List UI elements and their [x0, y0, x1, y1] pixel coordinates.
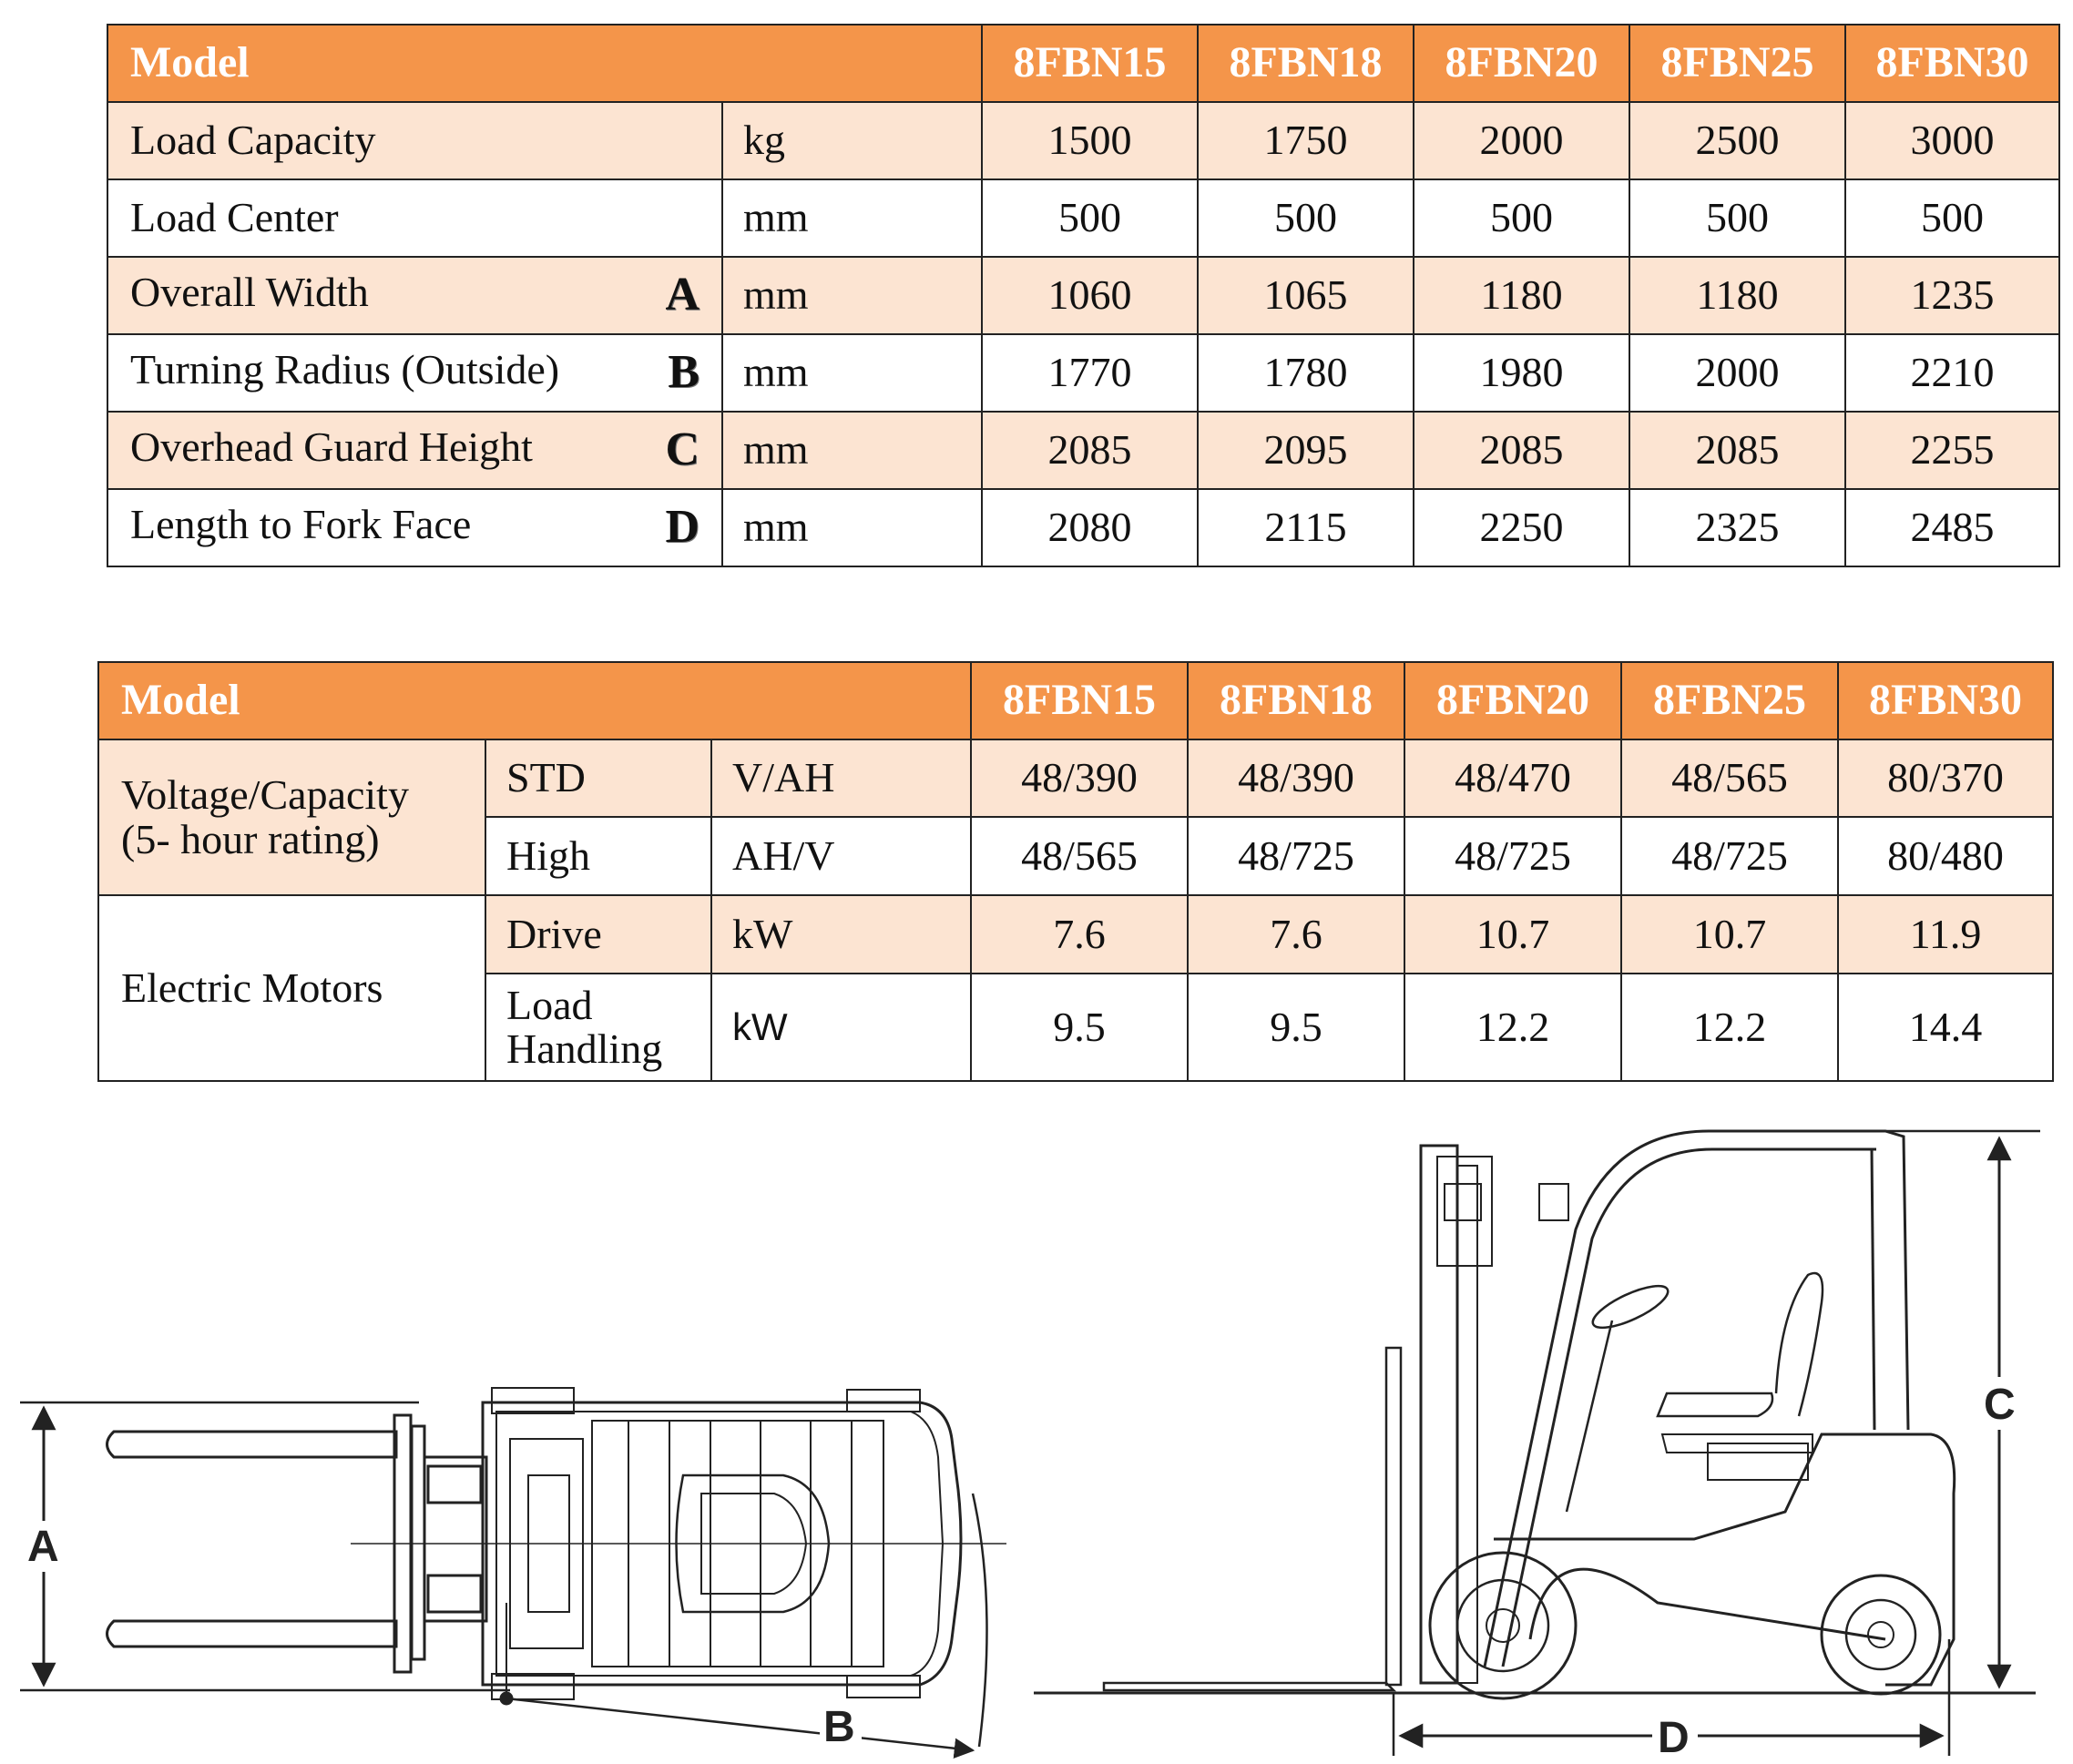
- model-header: Model: [107, 25, 982, 102]
- sub-label-cell: [485, 974, 711, 1081]
- value-cell: 1980: [1414, 334, 1629, 412]
- value-cell: 2255: [1845, 412, 2059, 489]
- row-label: Length to Fork Face: [130, 501, 472, 548]
- electrical-table: [97, 661, 2054, 1082]
- model-col-header: 8FBN30: [1838, 662, 2053, 739]
- value-cell: 7.6: [971, 895, 1188, 974]
- voltage-label-line1: Voltage/Capacity: [121, 771, 409, 819]
- table-row: [107, 102, 2059, 179]
- model-col-header: 8FBN20: [1404, 662, 1621, 739]
- value-cell: 14.4: [1838, 974, 2053, 1081]
- sub-label: STD: [485, 739, 711, 817]
- model-col-header: 8FBN30: [1845, 25, 2059, 102]
- model-col-header: 8FBN25: [1629, 25, 1845, 102]
- value-cell: 2115: [1198, 489, 1414, 566]
- value-cell: 3000: [1845, 102, 2059, 179]
- value-cell: 2085: [1629, 412, 1845, 489]
- dimension-letter: A: [665, 269, 700, 321]
- value-cell: 1770: [982, 334, 1198, 412]
- dimension-label-a: A: [27, 1523, 59, 1571]
- value-cell: 80/480: [1838, 817, 2053, 895]
- value-cell: 7.6: [1188, 895, 1404, 974]
- value-cell: 48/390: [1188, 739, 1404, 817]
- model-col-header: 8FBN15: [971, 662, 1188, 739]
- voltage-label-line2: (5- hour rating): [121, 815, 380, 862]
- value-cell: 12.2: [1404, 974, 1621, 1081]
- value-cell: 48/390: [971, 739, 1188, 817]
- dimension-letter: D: [665, 501, 700, 554]
- value-cell: 1235: [1845, 257, 2059, 334]
- value-cell: 1180: [1629, 257, 1845, 334]
- value-cell: 9.5: [1188, 974, 1404, 1081]
- row-label: Load Center: [107, 179, 722, 257]
- model-col-header: 8FBN18: [1188, 662, 1404, 739]
- table-header-row: [107, 25, 2059, 102]
- value-cell: 2500: [1629, 102, 1845, 179]
- value-cell: 1060: [982, 257, 1198, 334]
- dimension-letter: B: [668, 346, 700, 399]
- forklift-diagrams: [0, 1093, 2073, 1764]
- row-label-cell: [107, 412, 722, 489]
- unit-cell: mm: [722, 257, 982, 334]
- sub-label-line2: Handling: [506, 1025, 663, 1072]
- unit-cell: mm: [722, 489, 982, 566]
- model-col-header: 8FBN18: [1198, 25, 1414, 102]
- table-row: [107, 334, 2059, 412]
- voltage-label-cell: [98, 739, 485, 895]
- model-header: Model: [98, 662, 971, 739]
- value-cell: 12.2: [1621, 974, 1838, 1081]
- dimension-label-b: B: [823, 1703, 855, 1751]
- row-label: Turning Radius (Outside): [130, 346, 560, 393]
- value-cell: 10.7: [1621, 895, 1838, 974]
- value-cell: 2085: [1414, 412, 1629, 489]
- value-cell: 500: [1198, 179, 1414, 257]
- dimension-letter: C: [665, 423, 700, 476]
- top-view-drawing: [20, 1388, 1006, 1750]
- value-cell: 80/370: [1838, 739, 2053, 817]
- value-cell: 2095: [1198, 412, 1414, 489]
- table-row: [107, 179, 2059, 257]
- sub-label-line1: Load: [506, 981, 593, 1028]
- model-col-header: 8FBN25: [1621, 662, 1838, 739]
- value-cell: 2085: [982, 412, 1198, 489]
- sub-label: High: [485, 817, 711, 895]
- value-cell: 48/565: [1621, 739, 1838, 817]
- table-row: [98, 739, 2053, 817]
- value-cell: 1065: [1198, 257, 1414, 334]
- row-label: Overall Width: [130, 269, 369, 316]
- dimension-label-d: D: [1658, 1714, 1690, 1762]
- table-row: [98, 895, 2053, 974]
- table-row: [107, 412, 2059, 489]
- value-cell: 500: [1414, 179, 1629, 257]
- value-cell: 1180: [1414, 257, 1629, 334]
- value-cell: 500: [1845, 179, 2059, 257]
- motors-label: Electric Motors: [98, 895, 485, 1081]
- value-cell: 2485: [1845, 489, 2059, 566]
- value-cell: 10.7: [1404, 895, 1621, 974]
- row-label-cell: [107, 257, 722, 334]
- model-col-header: 8FBN15: [982, 25, 1198, 102]
- unit-cell: mm: [722, 412, 982, 489]
- value-cell: 2250: [1414, 489, 1629, 566]
- value-cell: 500: [982, 179, 1198, 257]
- value-cell: 2325: [1629, 489, 1845, 566]
- unit-cell: kW: [711, 974, 971, 1081]
- value-cell: 48/725: [1404, 817, 1621, 895]
- value-cell: 1780: [1198, 334, 1414, 412]
- model-col-header: 8FBN20: [1414, 25, 1629, 102]
- value-cell: 48/725: [1621, 817, 1838, 895]
- value-cell: 9.5: [971, 974, 1188, 1081]
- value-cell: 48/470: [1404, 739, 1621, 817]
- unit-cell: mm: [722, 334, 982, 412]
- row-label: Load Capacity: [107, 102, 722, 179]
- value-cell: 1500: [982, 102, 1198, 179]
- row-label-cell: [107, 489, 722, 566]
- value-cell: 2000: [1629, 334, 1845, 412]
- row-label: Overhead Guard Height: [130, 423, 533, 471]
- table-header-row: [98, 662, 2053, 739]
- value-cell: 1750: [1198, 102, 1414, 179]
- dimension-label-c: C: [1984, 1381, 2016, 1429]
- value-cell: 2080: [982, 489, 1198, 566]
- value-cell: 11.9: [1838, 895, 2053, 974]
- unit-cell: V/AH: [711, 739, 971, 817]
- value-cell: 2210: [1845, 334, 2059, 412]
- unit-cell: kW: [711, 895, 971, 974]
- side-view-drawing: [1034, 1131, 2040, 1756]
- value-cell: 48/725: [1188, 817, 1404, 895]
- sub-label: Drive: [485, 895, 711, 974]
- value-cell: 48/565: [971, 817, 1188, 895]
- row-label-cell: [107, 334, 722, 412]
- value-cell: 2000: [1414, 102, 1629, 179]
- unit-cell: kg: [722, 102, 982, 179]
- table-row: [107, 489, 2059, 566]
- unit-cell: mm: [722, 179, 982, 257]
- unit-cell: AH/V: [711, 817, 971, 895]
- value-cell: 500: [1629, 179, 1845, 257]
- table-row: [107, 257, 2059, 334]
- dimensions-table: [107, 24, 2060, 567]
